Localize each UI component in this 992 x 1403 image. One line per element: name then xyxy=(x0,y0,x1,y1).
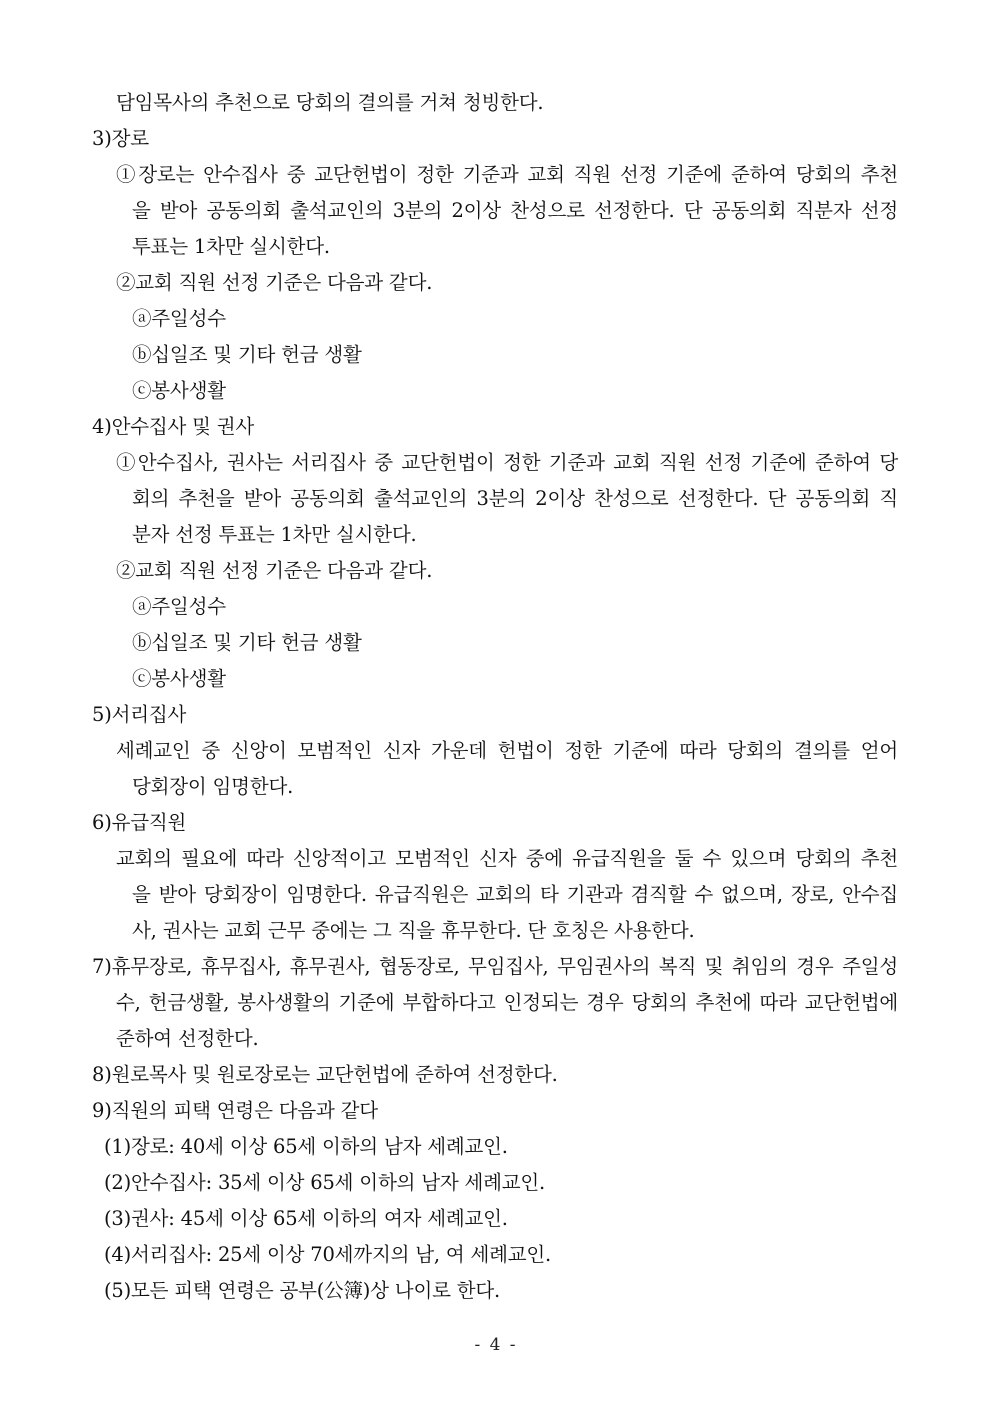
section-8-text: 8)원로목사 및 원로장로는 교단헌법에 준하여 선정한다. xyxy=(92,1063,558,1086)
text-line: 사, 권사는 교회 근무 중에는 그 직을 휴무한다. 단 호칭은 사용한다. xyxy=(132,919,695,942)
list-item: ⓐ주일성수 xyxy=(132,307,226,330)
text-line: 당회장이 임명한다. xyxy=(132,775,294,798)
text-line: 담임목사의 추천으로 당회의 결의를 거쳐 청빙한다. xyxy=(116,91,544,114)
text-line: ①안수집사, 권사는 서리집사 중 교단헌법이 정한 기준과 교회 직원 선정 기준에 준하여 당 xyxy=(116,451,898,474)
list-item: (3)권사: 45세 이상 65세 이하의 여자 세례교인. xyxy=(104,1207,508,1230)
section-heading-deacon: 4)안수집사 및 권사 xyxy=(92,415,255,438)
text-line: 세례교인 중 신앙이 모범적인 신자 가운데 헌법이 정한 기준에 따라 당회의 결의를 얻어 xyxy=(116,739,898,762)
list-item: ⓒ봉사생활 xyxy=(132,379,226,402)
list-item: ⓒ봉사생활 xyxy=(132,667,226,690)
text-line: 수, 헌금생활, 봉사생활의 기준에 부합하다고 인정되는 경우 당회의 추천에 따라 교단헌법에 xyxy=(116,991,898,1014)
list-item: (4)서리집사: 25세 이상 70세까지의 남, 여 세례교인. xyxy=(104,1243,552,1266)
text-line: 분자 선정 투표는 1차만 실시한다. xyxy=(132,523,417,546)
text-line: 을 받아 당회장이 임명한다. 유급직원은 교회의 타 기관과 겸직할 수 없으며, 장로, 안수집 xyxy=(132,883,898,906)
text-line: ②교회 직원 선정 기준은 다음과 같다. xyxy=(116,271,433,294)
page-number: - 4 - xyxy=(474,1335,518,1355)
text-line: 투표는 1차만 실시한다. xyxy=(132,235,330,258)
section-heading-paid-staff: 6)유급직원 xyxy=(92,811,187,834)
section-heading-elder: 3)장로 xyxy=(92,127,149,150)
text-line: 회의 추천을 받아 공동의회 출석교인의 3분의 2이상 찬성으로 선정한다. 단 공동의회 직 xyxy=(132,487,898,510)
list-item: ⓐ주일성수 xyxy=(132,595,226,618)
list-item: ⓑ십일조 및 기타 헌금 생활 xyxy=(132,631,362,654)
list-item: (5)모든 피택 연령은 공부(公簿)상 나이로 한다. xyxy=(104,1279,500,1302)
list-item: (2)안수집사: 35세 이상 65세 이하의 남자 세례교인. xyxy=(104,1171,546,1194)
text-line: 을 받아 공동의회 출석교인의 3분의 2이상 찬성으로 선정한다. 단 공동의회 직분자 선정 xyxy=(132,199,898,222)
section-heading-age: 9)직원의 피택 연령은 다음과 같다 xyxy=(92,1099,378,1122)
list-item: (1)장로: 40세 이상 65세 이하의 남자 세례교인. xyxy=(104,1135,508,1158)
text-line: ②교회 직원 선정 기준은 다음과 같다. xyxy=(116,559,433,582)
list-item: ⓑ십일조 및 기타 헌금 생활 xyxy=(132,343,362,366)
section-heading-acting-deacon: 5)서리집사 xyxy=(92,703,187,726)
text-line: 준하여 선정한다. xyxy=(116,1027,259,1050)
text-line: 교회의 필요에 따라 신앙적이고 모범적인 신자 중에 유급직원을 둘 수 있으며 당회의 추천 xyxy=(116,847,898,870)
text-line: ①장로는 안수집사 중 교단헌법이 정한 기준과 교회 직원 선정 기준에 준하여 당회의 추천 xyxy=(116,163,898,186)
section-7-text: 7)휴무장로, 휴무집사, 휴무권사, 협동장로, 무임집사, 무임권사의 복직 및 취임의 경우 주일성 xyxy=(92,955,898,978)
